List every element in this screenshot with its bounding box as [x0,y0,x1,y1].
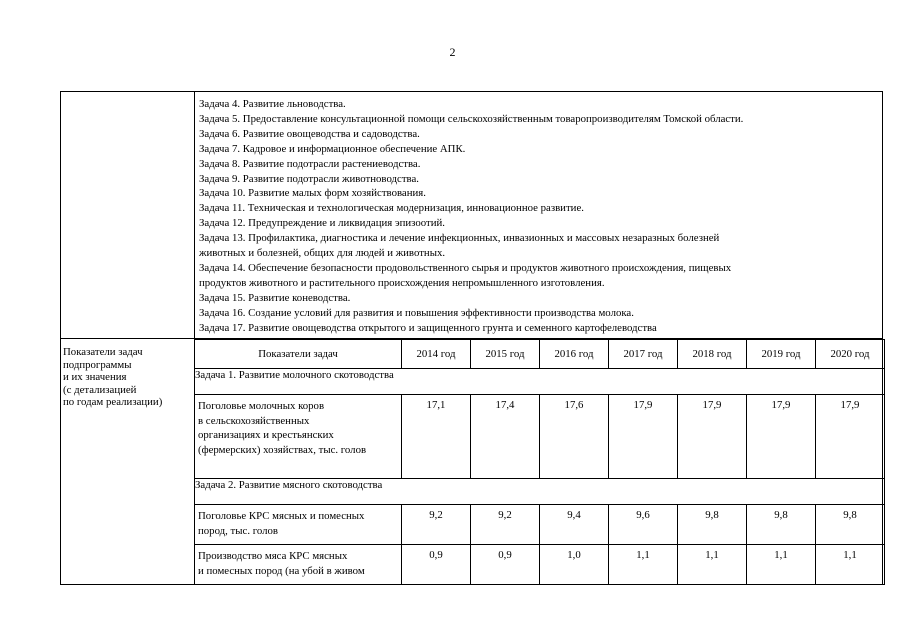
value-cell: 17,9 [816,395,885,479]
header-year: 2016 год [540,340,609,369]
value-cell: 9,8 [678,505,747,545]
tasks-list [199,97,879,336]
task-line: Задача 4. Развитие льноводства. [199,98,346,110]
value-cell: 9,2 [471,505,540,545]
value-cell: 17,9 [747,395,816,479]
label-line: и их значения [63,371,127,384]
value-cell: 1,1 [747,545,816,585]
task-line: Задача 17. Развитие овощеводства открытого и защищенного грунта и семенного картофелеводства [199,321,657,334]
value-cell: 9,4 [540,505,609,545]
value-cell: 9,2 [402,505,471,545]
name-line: Поголовье молочных коров [198,400,325,412]
task-line: Задача 6. Развитие овощеводства и садоводства. [199,127,420,140]
label-line: Показатели задач [63,346,143,358]
task-line: Задача 14. Обеспечение безопасности продовольственного сырья и продуктов животного происхождения, пищевых [199,261,732,274]
value-cell: 1,1 [609,545,678,585]
header-year: 2014 год [402,340,471,369]
header-indicator: Показатели задач [195,340,402,369]
value-cell: 9,8 [816,505,885,545]
task-line: Задача 15. Развитие коневодства. [199,291,351,304]
task-title: Задача 1. Развитие молочного скотоводства [195,369,885,395]
column-divider [194,92,195,338]
label-line: по годам реализации) [63,396,163,409]
value-cell: 1,1 [816,545,885,585]
value-cell: 17,4 [471,395,540,479]
value-cell: 1,1 [678,545,747,585]
task-row [195,479,885,505]
task-row [195,369,885,395]
task-line: Задача 11. Техническая и технологическая модернизация, инновационное развитие. [199,202,584,215]
task-line: продуктов животного и растительного происхождения непромышленного изготовления. [199,276,605,289]
task-line: Задача 10. Развитие малых форм хозяйствования. [199,187,426,200]
task-line: Задача 5. Предоставление консультационной помощи сельскохозяйственным товаропроизводителям Томской области. [199,112,744,125]
task-line: Задача 13. Профилактика, диагностика и лечение инфекционных, инвазионных и массовых незаразных болезней [199,232,720,245]
task-line: животных и болезней, общих для людей и животных. [199,247,446,260]
value-cell: 17,9 [678,395,747,479]
header-year: 2020 год [816,340,885,369]
indicators-section [60,339,883,585]
header-year: 2017 год [609,340,678,369]
label-line: подпрограммы [63,358,132,371]
task-line: Задача 7. Кадровое и информационное обеспечение АПК. [199,142,466,155]
value-cell: 17,6 [540,395,609,479]
task-line: Задача 12. Предупреждение и ликвидация эпизоотий. [199,217,445,230]
table-row [195,545,885,585]
task-line: Задача 8. Развитие подотрасли растениеводства. [199,157,421,170]
tasks-section [60,91,883,339]
name-line: пород, тыс. голов [198,524,279,537]
name-line: (фермерских) хозяйствах, тыс. голов [198,443,367,456]
header-year: 2019 год [747,340,816,369]
indicator-name [195,545,402,585]
name-line: Поголовье КРС мясных и помесных [198,510,365,522]
value-cell: 17,1 [402,395,471,479]
header-year: 2018 год [678,340,747,369]
indicator-name [195,395,402,479]
task-line: Задача 9. Развитие подотрасли животноводства. [199,172,419,185]
name-line: в сельскохозяйственных [198,414,310,427]
header-row [195,340,885,369]
indicators-table [194,339,885,585]
indicator-name [195,505,402,545]
value-cell: 0,9 [471,545,540,585]
name-line: и помесных пород (на убой в живом [198,564,365,577]
value-cell: 9,8 [747,505,816,545]
table-row [195,505,885,545]
value-cell: 1,0 [540,545,609,585]
task-title: Задача 2. Развитие мясного скотоводства [195,479,885,505]
indicators-label [63,346,191,409]
name-line: организациях и крестьянских [198,429,334,441]
label-line: (с детализацией [63,383,137,396]
value-cell: 17,9 [609,395,678,479]
page-number: 2 [449,45,456,59]
task-line: Задача 16. Создание условий для развития и повышения эффективности производства молока. [199,306,634,319]
name-line: Производство мяса КРС мясных [198,550,348,562]
value-cell: 9,6 [609,505,678,545]
header-year: 2015 год [471,340,540,369]
value-cell: 0,9 [402,545,471,585]
table-row [195,395,885,479]
